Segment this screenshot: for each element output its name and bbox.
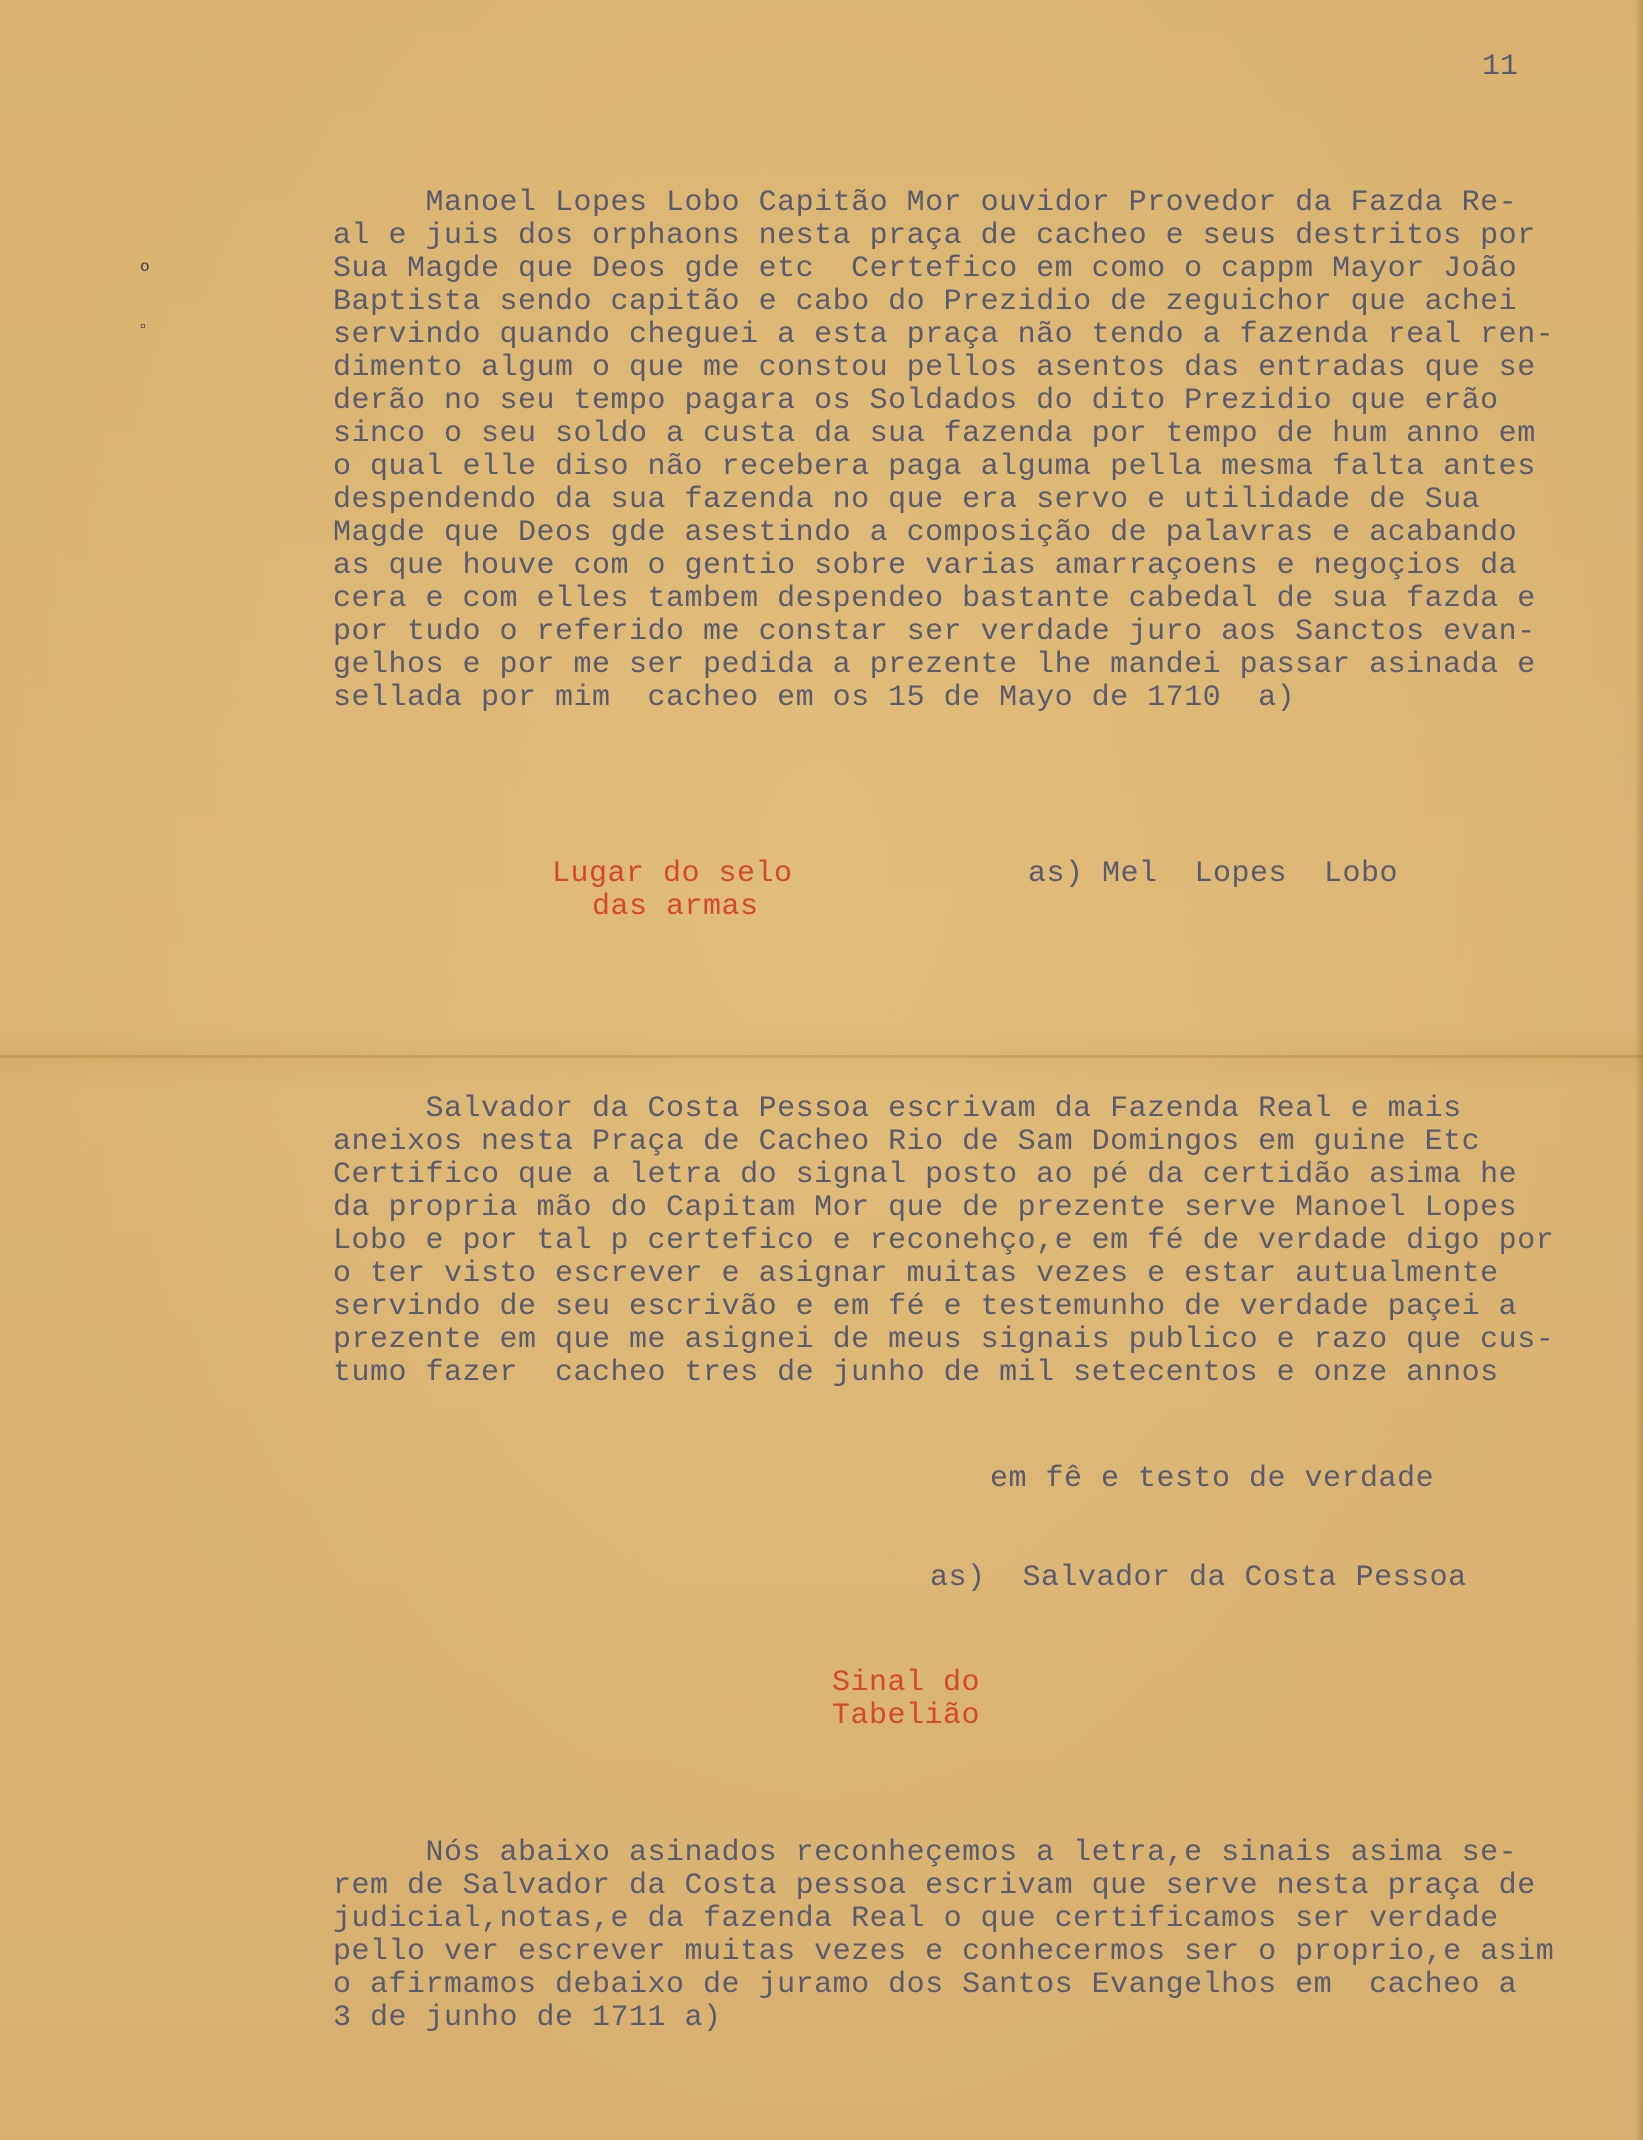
paragraph-line: al e juis dos orphaons nesta praça de cacheo e seus destritos por	[333, 219, 1536, 253]
paragraph-line: aneixos nesta Praça de Cacheo Rio de Sam Domingos em guine Etc	[333, 1125, 1481, 1159]
page-number: 11	[1482, 50, 1519, 84]
paragraph-line: dimento algum o que me constou pellos asentos das entradas que se	[333, 351, 1536, 385]
paragraph-line: tumo fazer cacheo tres de junho de mil setecentos e onze annos	[333, 1356, 1499, 1390]
paragraph-line: Certifico que a letra do signal posto ao pé da certidão asima he	[333, 1158, 1518, 1192]
punch-hole: o	[140, 258, 150, 276]
paragraph-line: o ter visto escrever e asignar muitas vezes e estar autualmente	[333, 1257, 1499, 1291]
paragraph-line: Nós abaixo asinados reconheçemos a letra,e sinais asima se-	[333, 1836, 1518, 1870]
seal-label: das armas	[592, 890, 759, 924]
paragraph-line: judicial,notas,e da fazenda Real o que certificamos ser verdade	[333, 1902, 1499, 1936]
seal-label: Lugar do selo	[552, 857, 793, 891]
paragraph-line: 3 de junho de 1711 a)	[333, 2001, 722, 2035]
paragraph-line: Magde que Deos gde asestindo a composição de palavras e acabando	[333, 516, 1518, 550]
paragraph-line: Manoel Lopes Lobo Capitão Mor ouvidor Provedor da Fazda Re-	[333, 186, 1518, 220]
paragraph-line: despendendo da sua fazenda no que era servo e utilidade de Sua	[333, 483, 1481, 517]
paragraph-line: gelhos e por me ser pedida a prezente lhe mandei passar asinada e	[333, 648, 1536, 682]
paragraph-line: cera e com elles tambem despendeo bastante cabedal de sua fazda e	[333, 582, 1536, 616]
punch-hole: ▫	[138, 318, 148, 336]
paragraph-line: o qual elle diso não recebera paga alguma pella mesma falta antes	[333, 450, 1536, 484]
paragraph-line: pello ver escrever muitas vezes e conhecermos ser o proprio,e asim	[333, 1935, 1555, 1969]
paragraph-line: derão no seu tempo pagara os Soldados do dito Prezidio que erão	[333, 384, 1499, 418]
seal-label: Tabelião	[832, 1699, 981, 1733]
signature: as) Salvador da Costa Pessoa	[930, 1561, 1467, 1595]
paragraph-line: o afirmamos debaixo de juramo dos Santos Evangelhos em cacheo a	[333, 1968, 1518, 2002]
signature: as) Mel Lopes Lobo	[1028, 857, 1399, 891]
paper-edge	[1635, 0, 1643, 2140]
paragraph-line: sinco o seu soldo a custa da sua fazenda por tempo de hum anno em	[333, 417, 1536, 451]
paragraph-line: prezente em que me asignei de meus signais publico e razo que cus-	[333, 1323, 1555, 1357]
paper-fold	[0, 1055, 1643, 1058]
seal-label: Sinal do	[832, 1666, 981, 1700]
paragraph-line: Baptista sendo capitão e cabo do Prezidio de zeguichor que achei	[333, 285, 1518, 319]
paragraph-line: da propria mão do Capitam Mor que de prezente serve Manoel Lopes	[333, 1191, 1518, 1225]
paragraph-line: sellada por mim cacheo em os 15 de Mayo de 1710 a)	[333, 681, 1296, 715]
paragraph-line: Sua Magde que Deos gde etc Certefico em como o cappm Mayor João	[333, 252, 1518, 286]
paragraph-line: servindo de seu escrivão e em fé e testemunho de verdade paçei a	[333, 1290, 1518, 1324]
paragraph-line: Lobo e por tal p certefico e reconehço,e em fé de verdade digo por	[333, 1224, 1555, 1258]
paragraph-line: rem de Salvador da Costa pessoa escrivam que serve nesta praça de	[333, 1869, 1536, 1903]
paragraph-line: as que houve com o gentio sobre varias amarraçoens e negoçios da	[333, 549, 1518, 583]
paragraph-line: por tudo o referido me constar ser verdade juro aos Sanctos evan-	[333, 615, 1536, 649]
paragraph-line: servindo quando cheguei a esta praça não tendo a fazenda real ren-	[333, 318, 1555, 352]
attestation: em fê e testo de verdade	[990, 1462, 1435, 1496]
paragraph-line: Salvador da Costa Pessoa escrivam da Fazenda Real e mais	[333, 1092, 1462, 1126]
